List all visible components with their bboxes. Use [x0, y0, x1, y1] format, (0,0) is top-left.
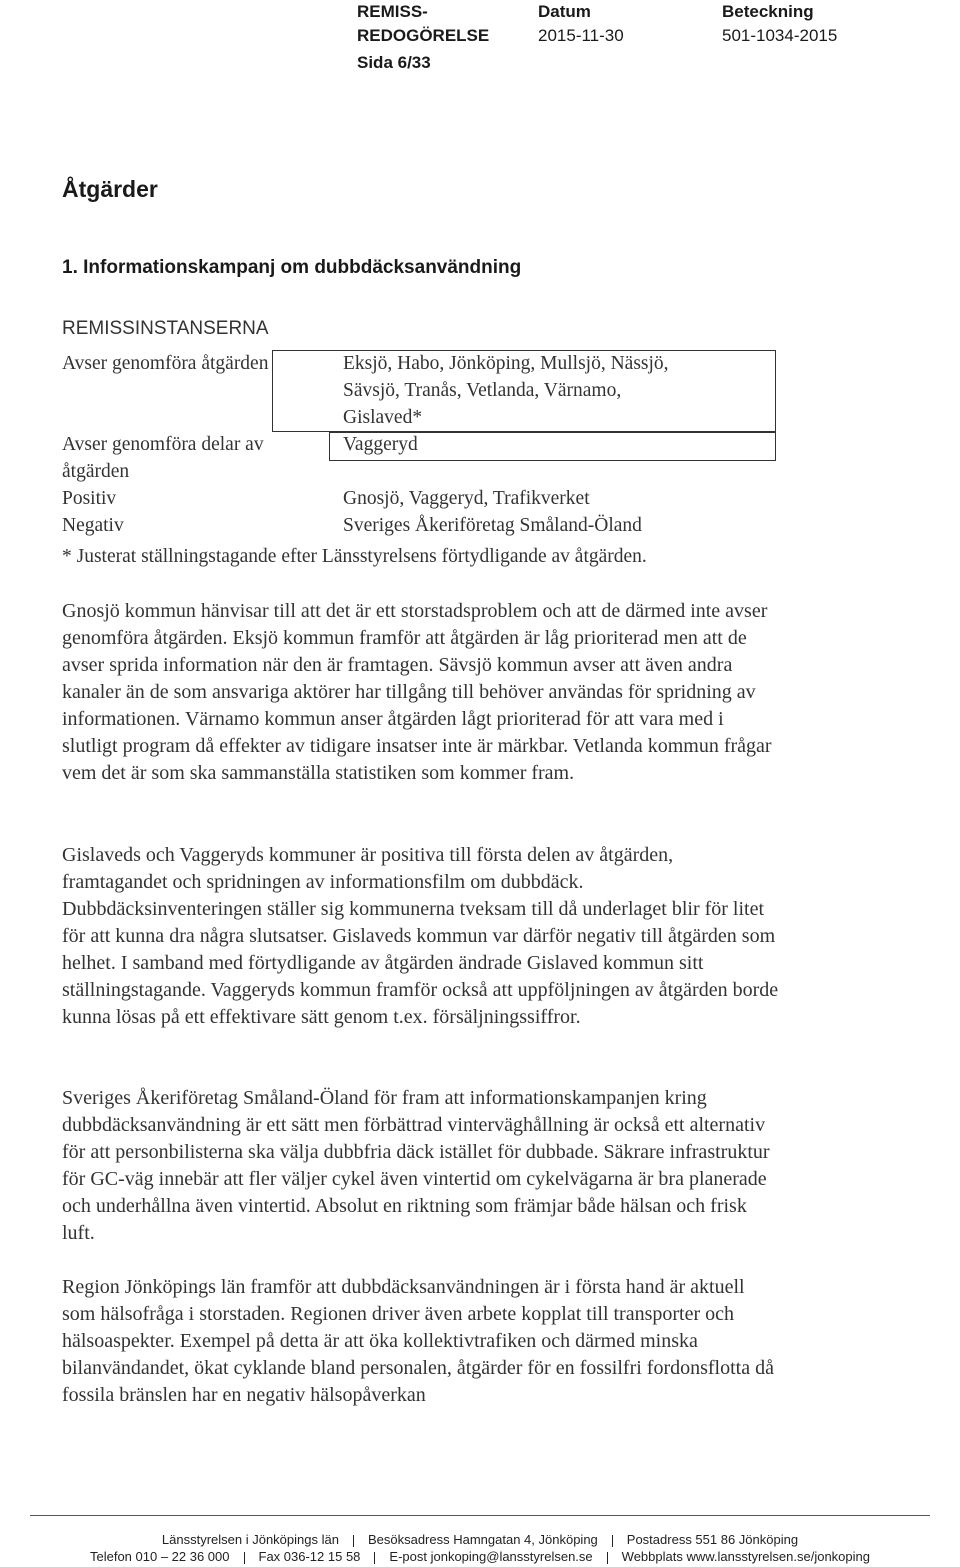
- row-value: Eksjö, Habo, Jönköping, Mullsjö, Nässjö, Sävsjö, Tranås, Vetlanda, Värnamo, Gislaved*: [343, 353, 669, 428]
- paragraph: Gislaveds och Vaggeryds kommuner är positiva till första delen av åtgärden, framtagandet och spridningen av informationsfilm om dubbdäck. Dubbdäcksinventeringen ställer sig kommunerna tveksam till då underlaget blir för litet för att kunna dra några slutsatser. Gislaveds kommun var därför negativ till åtgärden som helhet. I samband med förtydligande av åtgärden ändrade Gislaved kommun sitt ställningstagande. Vaggeryds kommun framför också att uppföljningen av åtgärden borde kunna lösas på ett effektivare sätt genom t.ex. försäljningssiffror.: [62, 844, 779, 1028]
- date-label: Datum: [538, 2, 591, 21]
- footer-website: Webbplats www.lansstyrelsen.se/jonkoping: [621, 1549, 870, 1564]
- paragraph: Region Jönköpings län framför att dubbdäcksanvändningen är i första hand är aktuell som hälsofråga i storstaden. Regionen driver även arbete kopplat till transporter och hälsoaspekter. Exempel på detta är att öka kollektivtrafiken och därmed minska bilanvändandet, ökat cyklande bland personalen, åtgärder för en fossilfri fordonsflotta då fossila bränslen har en negativ hälsopåverkan: [62, 1276, 774, 1406]
- doc-type-line2: REDOGÖRELSE: [357, 26, 490, 45]
- footer-line-2: [0, 1549, 960, 1564]
- footer-visit-address: Besöksadress Hamngatan 4, Jönköping: [367, 1532, 598, 1547]
- date-value: 2015-11-30: [538, 26, 624, 45]
- row-key: Avser genomföra delar av åtgärden: [62, 434, 264, 482]
- footer-divider: [30, 1515, 930, 1516]
- reference-value: 501-1034-2015: [722, 26, 838, 45]
- footer-email: E-post jonkoping@lansstyrelsen.se: [389, 1549, 593, 1564]
- row-value: Gnosjö, Vaggeryd, Trafikverket: [343, 488, 590, 509]
- footer-line-1: [0, 1532, 960, 1547]
- paragraph: Sveriges Åkeriföretag Småland-Öland för fram att informationskampanjen kring dubbdäcksanvändning är ett sätt men förbättrad vinterväghållning är också ett alternativ för att personbilisterna ska välja dubbfria däck istället för dubbade. Säkrare infrastruktur för GC-väg innebär att fler väljer cykel även vintertid om cykelvägarna är bra planerade och underhållna även vintertid. Absolut en riktning som främjar både hälsan och frisk luft.: [62, 1087, 770, 1244]
- remiss-title: REMISSINSTANSERNA: [62, 318, 269, 339]
- page-title: Åtgärder: [62, 176, 158, 202]
- footer-fax: Fax 036-12 15 58: [258, 1549, 361, 1564]
- footer-phone: Telefon 010 – 22 36 000: [89, 1549, 230, 1564]
- row-key: Positiv: [62, 488, 117, 509]
- row-key: Negativ: [62, 515, 124, 536]
- footer-org: Länsstyrelsen i Jönköpings län: [161, 1532, 339, 1547]
- row-value: Vaggeryd: [343, 434, 418, 455]
- doc-type-line1: REMISS-: [357, 2, 428, 21]
- date-block: [538, 0, 624, 48]
- page-number: Sida 6/33: [357, 53, 431, 72]
- table-footnote: * Justerat ställningstagande efter Länsstyrelsens förtydligande av åtgärden.: [62, 546, 647, 567]
- reference-block: [722, 0, 837, 48]
- row-key: Avser genomföra åtgärden: [62, 353, 269, 374]
- row-value: Sveriges Åkeriföretag Småland-Öland: [343, 515, 642, 536]
- reference-label: Beteckning: [722, 2, 814, 21]
- paragraph: Gnosjö kommun hänvisar till att det är ett storstadsproblem och att de därmed inte avser genomföra åtgärden. Eksjö kommun framför att åtgärden är låg prioriterad men att de avser sprida information när den är framtagen. Sävsjö kommun avser att även andra kanaler än de som ansvariga aktörer har tillgång till behöver användas för spridning av informationen. Värnamo kommun anser åtgärden lågt prioriterad för att vara med i slutligt program då effekter av tidigare insatser inte är märkbar. Vetlanda kommun frågar vem det är som ska sammanställa statistiken som kommer fram.: [62, 600, 772, 784]
- section-title: 1. Informationskampanj om dubbdäcksanvändning: [62, 257, 522, 278]
- doc-type: [357, 0, 489, 48]
- footer-postal-address: Postadress 551 86 Jönköping: [626, 1532, 799, 1547]
